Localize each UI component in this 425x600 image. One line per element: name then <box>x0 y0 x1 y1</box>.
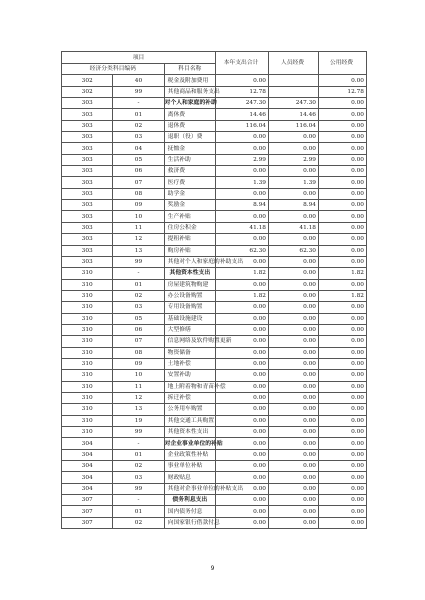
cell-item-name: 事业单位补贴 <box>164 461 215 472</box>
cell-category-code: 303 <box>62 222 113 233</box>
cell-public: 0.00 <box>319 438 367 449</box>
cell-item-name: 购房补贴 <box>164 245 215 256</box>
cell-public: 0.00 <box>319 154 367 165</box>
table-row <box>62 324 367 335</box>
cell-item-code: 03 <box>113 302 164 313</box>
cell-total: 0.00 <box>216 381 269 392</box>
table-row <box>62 472 367 483</box>
header-total: 本年支出合计 <box>216 52 269 75</box>
cell-item-name: 房屋建筑物购建 <box>164 279 215 290</box>
cell-total: 62.30 <box>216 245 269 256</box>
table-row <box>62 98 367 109</box>
cell-item-name: 其他交通工具购置 <box>164 415 215 426</box>
cell-public: 0.00 <box>319 461 367 472</box>
cell-total: 0.00 <box>216 472 269 483</box>
cell-item-code: 01 <box>113 449 164 460</box>
cell-personnel: 0.00 <box>269 381 319 392</box>
cell-item-name: 办公设备购置 <box>164 290 215 301</box>
cell-personnel: 0.00 <box>269 438 319 449</box>
cell-item-name: 生产补贴 <box>164 211 215 222</box>
header-public: 公用经费 <box>319 52 367 75</box>
table-row <box>62 517 367 528</box>
table-row <box>62 154 367 165</box>
cell-total: 1.82 <box>216 290 269 301</box>
cell-personnel: 0.00 <box>269 415 319 426</box>
cell-total: 247.30 <box>216 98 269 109</box>
cell-personnel: 116.04 <box>269 120 319 131</box>
cell-public: 0.00 <box>319 98 367 109</box>
cell-item-name: 国内债务付息 <box>164 506 215 517</box>
header-code: 经济分类科目编码 <box>62 64 165 75</box>
table-row <box>62 313 367 324</box>
cell-personnel: 2.99 <box>269 154 319 165</box>
page-number: 9 <box>210 565 215 572</box>
cell-total: 0.00 <box>216 313 269 324</box>
cell-category-code: 303 <box>62 256 113 267</box>
cell-category-code: 303 <box>62 245 113 256</box>
table-row <box>62 177 367 188</box>
table-row <box>62 166 367 177</box>
cell-category-code: 302 <box>62 86 113 97</box>
cell-item-code: 05 <box>113 154 164 165</box>
cell-personnel: 41.18 <box>269 222 319 233</box>
cell-public: 0.00 <box>319 188 367 199</box>
cell-category-code: 310 <box>62 392 113 403</box>
cell-category-code: 303 <box>62 234 113 245</box>
header-group-label: 项目 <box>62 52 216 64</box>
cell-item-code: 03 <box>113 472 164 483</box>
cell-item-code: 01 <box>113 506 164 517</box>
table-row <box>62 245 367 256</box>
table-row <box>62 86 367 97</box>
cell-personnel: 247.30 <box>269 98 319 109</box>
cell-item-code: 99 <box>113 427 164 438</box>
cell-public: 0.00 <box>319 472 367 483</box>
table-row <box>62 336 367 347</box>
cell-total: 0.00 <box>216 75 269 86</box>
cell-item-name: 助学金 <box>164 188 215 199</box>
cell-total: 116.04 <box>216 120 269 131</box>
cell-personnel: 0.00 <box>269 336 319 347</box>
cell-category-code: 310 <box>62 302 113 313</box>
cell-item-name: 离休费 <box>164 109 215 120</box>
cell-total: 12.78 <box>216 86 269 97</box>
cell-item-code: 07 <box>113 336 164 347</box>
cell-public: 0.00 <box>319 256 367 267</box>
cell-category-code: 303 <box>62 177 113 188</box>
table-row <box>62 461 367 472</box>
table-row <box>62 290 367 301</box>
cell-personnel <box>269 86 319 97</box>
cell-total: 0.00 <box>216 256 269 267</box>
cell-item-code: 09 <box>113 200 164 211</box>
cell-public: 1.82 <box>319 268 367 279</box>
cell-public: 0.00 <box>319 200 367 211</box>
cell-total: 0.00 <box>216 358 269 369</box>
cell-item-code: 06 <box>113 324 164 335</box>
cell-public: 0.00 <box>319 517 367 528</box>
cell-category-code: 310 <box>62 427 113 438</box>
expenditure-table <box>61 51 367 529</box>
cell-item-name: 大型修缮 <box>164 324 215 335</box>
cell-total: 0.00 <box>216 506 269 517</box>
cell-total: 0.00 <box>216 517 269 528</box>
cell-public: 1.82 <box>319 290 367 301</box>
cell-category-code: 303 <box>62 211 113 222</box>
cell-personnel: 0.00 <box>269 392 319 403</box>
cell-personnel: 0.00 <box>269 211 319 222</box>
table-body <box>62 75 367 529</box>
cell-category-code: 303 <box>62 98 113 109</box>
cell-item-code: 04 <box>113 143 164 154</box>
cell-item-code: 12 <box>113 392 164 403</box>
cell-personnel: 0.00 <box>269 404 319 415</box>
cell-item-code: 11 <box>113 222 164 233</box>
cell-item-name: 其他资本性支出 <box>164 268 215 279</box>
cell-public: 0.00 <box>319 177 367 188</box>
cell-item-name: 基础设施建设 <box>164 313 215 324</box>
cell-item-code: 13 <box>113 404 164 415</box>
table-row <box>62 256 367 267</box>
table-row <box>62 506 367 517</box>
cell-item-name: 债务利息支出 <box>164 495 215 506</box>
cell-item-name: 拆迁补偿 <box>164 392 215 403</box>
cell-public: 0.00 <box>319 381 367 392</box>
cell-personnel: 0.00 <box>269 347 319 358</box>
cell-item-name: 税金及附加费用 <box>164 75 215 86</box>
cell-personnel: 0.00 <box>269 143 319 154</box>
cell-personnel: 0.00 <box>269 517 319 528</box>
cell-category-code: 304 <box>62 483 113 494</box>
cell-item-code: 19 <box>113 415 164 426</box>
cell-total: 0.00 <box>216 392 269 403</box>
cell-total: 0.00 <box>216 302 269 313</box>
cell-item-code: 02 <box>113 517 164 528</box>
cell-public: 0.00 <box>319 211 367 222</box>
cell-category-code: 310 <box>62 415 113 426</box>
cell-item-code: 10 <box>113 370 164 381</box>
cell-item-name: 对企业事业单位的补贴 <box>164 438 215 449</box>
cell-personnel: 0.00 <box>269 268 319 279</box>
cell-public: 0.00 <box>319 313 367 324</box>
cell-item-name: 安置补助 <box>164 370 215 381</box>
table-row <box>62 132 367 143</box>
cell-personnel: 0.00 <box>269 370 319 381</box>
cell-category-code: 310 <box>62 279 113 290</box>
cell-public: 0.00 <box>319 143 367 154</box>
cell-item-name: 其他对个人和家庭的补助支出 <box>164 256 215 267</box>
cell-public: 0.00 <box>319 495 367 506</box>
cell-public: 0.00 <box>319 75 367 86</box>
cell-item-code: 07 <box>113 177 164 188</box>
table-row <box>62 222 367 233</box>
cell-item-name: 物资储备 <box>164 347 215 358</box>
cell-personnel: 0.00 <box>269 449 319 460</box>
cell-public: 0.00 <box>319 245 367 256</box>
cell-public: 0.00 <box>319 358 367 369</box>
cell-personnel: 0.00 <box>269 279 319 290</box>
cell-public: 0.00 <box>319 392 367 403</box>
cell-personnel: 0.00 <box>269 495 319 506</box>
cell-total: 0.00 <box>216 461 269 472</box>
cell-personnel: 0.00 <box>269 483 319 494</box>
cell-item-name: 公务用车购置 <box>164 404 215 415</box>
cell-item-name: 抚恤金 <box>164 143 215 154</box>
cell-item-name: 财政贴息 <box>164 472 215 483</box>
cell-public: 12.78 <box>319 86 367 97</box>
cell-public: 0.00 <box>319 109 367 120</box>
cell-item-name: 其他商品和服务支出 <box>164 86 215 97</box>
table-row <box>62 415 367 426</box>
table-row <box>62 200 367 211</box>
cell-total: 0.00 <box>216 143 269 154</box>
cell-category-code: 310 <box>62 370 113 381</box>
cell-item-code: 40 <box>113 75 164 86</box>
cell-total: 0.00 <box>216 336 269 347</box>
cell-total: 0.00 <box>216 324 269 335</box>
cell-personnel: 0.00 <box>269 324 319 335</box>
cell-item-name: 专用设备购置 <box>164 302 215 313</box>
table-row <box>62 404 367 415</box>
cell-item-name: 提租补贴 <box>164 234 215 245</box>
table-row <box>62 449 367 460</box>
cell-category-code: 302 <box>62 75 113 86</box>
cell-personnel: 1.39 <box>269 177 319 188</box>
cell-personnel: 0.00 <box>269 256 319 267</box>
cell-item-name: 奖励金 <box>164 200 215 211</box>
cell-category-code: 303 <box>62 200 113 211</box>
table-row <box>62 75 367 86</box>
table-row <box>62 495 367 506</box>
cell-item-code: 02 <box>113 120 164 131</box>
cell-category-code: 307 <box>62 495 113 506</box>
cell-category-code: 304 <box>62 472 113 483</box>
cell-category-code: 303 <box>62 188 113 199</box>
cell-public: 0.00 <box>319 302 367 313</box>
cell-public: 0.00 <box>319 336 367 347</box>
cell-item-code: 01 <box>113 109 164 120</box>
cell-category-code: 303 <box>62 109 113 120</box>
cell-item-code: 02 <box>113 461 164 472</box>
cell-category-code: 303 <box>62 166 113 177</box>
cell-personnel: 0.00 <box>269 461 319 472</box>
cell-category-code: 310 <box>62 358 113 369</box>
cell-total: 0.00 <box>216 404 269 415</box>
cell-public: 0.00 <box>319 506 367 517</box>
cell-total: 0.00 <box>216 483 269 494</box>
cell-category-code: 310 <box>62 347 113 358</box>
cell-personnel: 0.00 <box>269 302 319 313</box>
cell-category-code: 307 <box>62 506 113 517</box>
cell-item-name: 土地补偿 <box>164 358 215 369</box>
cell-total: 0.00 <box>216 166 269 177</box>
cell-total: 0.00 <box>216 188 269 199</box>
cell-total: 1.39 <box>216 177 269 188</box>
cell-public: 0.00 <box>319 222 367 233</box>
cell-category-code: 310 <box>62 268 113 279</box>
cell-item-code: 99 <box>113 483 164 494</box>
cell-public: 0.00 <box>319 132 367 143</box>
cell-item-code: 12 <box>113 234 164 245</box>
cell-public: 0.00 <box>319 347 367 358</box>
cell-item-code: 10 <box>113 211 164 222</box>
cell-item-name: 医疗费 <box>164 177 215 188</box>
table-row <box>62 234 367 245</box>
table-row <box>62 427 367 438</box>
cell-item-code: 06 <box>113 166 164 177</box>
cell-category-code: 303 <box>62 132 113 143</box>
cell-item-code: - <box>113 98 164 109</box>
cell-item-code: 05 <box>113 313 164 324</box>
cell-personnel: 0.00 <box>269 166 319 177</box>
cell-item-code: 03 <box>113 132 164 143</box>
cell-personnel: 0.00 <box>269 234 319 245</box>
table-row <box>62 188 367 199</box>
cell-total: 14.46 <box>216 109 269 120</box>
cell-item-name: 信息网络及软件购置更新 <box>164 336 215 347</box>
cell-public: 0.00 <box>319 324 367 335</box>
cell-personnel: 0.00 <box>269 358 319 369</box>
cell-total: 41.18 <box>216 222 269 233</box>
cell-item-code: 13 <box>113 245 164 256</box>
cell-item-code: 08 <box>113 347 164 358</box>
cell-category-code: 304 <box>62 449 113 460</box>
table-row <box>62 268 367 279</box>
cell-total: 0.00 <box>216 495 269 506</box>
table-row <box>62 143 367 154</box>
cell-public: 0.00 <box>319 415 367 426</box>
table-row <box>62 302 367 313</box>
cell-category-code: 303 <box>62 120 113 131</box>
cell-item-code: 02 <box>113 290 164 301</box>
cell-item-name: 救济费 <box>164 166 215 177</box>
cell-total: 0.00 <box>216 211 269 222</box>
table-row <box>62 211 367 222</box>
cell-total: 0.00 <box>216 132 269 143</box>
table-row <box>62 109 367 120</box>
cell-personnel: 0.00 <box>269 132 319 143</box>
cell-total: 0.00 <box>216 347 269 358</box>
table-row <box>62 483 367 494</box>
cell-category-code: 310 <box>62 336 113 347</box>
cell-personnel: 62.30 <box>269 245 319 256</box>
cell-item-code: 99 <box>113 86 164 97</box>
cell-personnel: 14.46 <box>269 109 319 120</box>
header-row-group <box>62 52 367 64</box>
cell-item-code: 11 <box>113 381 164 392</box>
cell-total: 2.99 <box>216 154 269 165</box>
cell-item-code: 08 <box>113 188 164 199</box>
table-row <box>62 358 367 369</box>
cell-public: 0.00 <box>319 483 367 494</box>
cell-item-code: - <box>113 495 164 506</box>
cell-item-name: 其他对企事业单位的补贴支出 <box>164 483 215 494</box>
cell-category-code: 304 <box>62 461 113 472</box>
cell-category-code: 310 <box>62 381 113 392</box>
cell-item-name: 退休费 <box>164 120 215 131</box>
cell-personnel: 0.00 <box>269 427 319 438</box>
cell-category-code: 307 <box>62 517 113 528</box>
cell-item-code: - <box>113 268 164 279</box>
cell-personnel: 8.94 <box>269 200 319 211</box>
cell-category-code: 304 <box>62 438 113 449</box>
expenditure-table-container <box>61 51 367 529</box>
cell-total: 1.82 <box>216 268 269 279</box>
cell-category-code: 303 <box>62 143 113 154</box>
table-row <box>62 347 367 358</box>
cell-total: 0.00 <box>216 449 269 460</box>
cell-item-name: 生活补助 <box>164 154 215 165</box>
cell-personnel: 0.00 <box>269 472 319 483</box>
cell-total: 0.00 <box>216 438 269 449</box>
cell-category-code: 310 <box>62 324 113 335</box>
cell-personnel <box>269 75 319 86</box>
cell-item-name: 企业政策性补贴 <box>164 449 215 460</box>
cell-item-name: 住房公积金 <box>164 222 215 233</box>
cell-total: 8.94 <box>216 200 269 211</box>
cell-category-code: 310 <box>62 404 113 415</box>
header-name: 科目名称 <box>164 64 215 75</box>
cell-personnel: 0.00 <box>269 290 319 301</box>
cell-public: 0.00 <box>319 449 367 460</box>
table-row <box>62 120 367 131</box>
table-row <box>62 381 367 392</box>
cell-public: 0.00 <box>319 370 367 381</box>
cell-public: 0.00 <box>319 404 367 415</box>
cell-total: 0.00 <box>216 370 269 381</box>
cell-public: 0.00 <box>319 279 367 290</box>
cell-total: 0.00 <box>216 234 269 245</box>
cell-category-code: 303 <box>62 154 113 165</box>
cell-personnel: 0.00 <box>269 313 319 324</box>
cell-item-code: - <box>113 438 164 449</box>
cell-total: 0.00 <box>216 427 269 438</box>
cell-category-code: 310 <box>62 290 113 301</box>
header-personnel: 人员经费 <box>269 52 319 75</box>
cell-item-code: 09 <box>113 358 164 369</box>
cell-total: 0.00 <box>216 415 269 426</box>
cell-item-name: 向国家银行借款付息 <box>164 517 215 528</box>
cell-personnel: 0.00 <box>269 506 319 517</box>
table-row <box>62 279 367 290</box>
cell-item-name: 对个人和家庭的补助 <box>164 98 215 109</box>
cell-category-code: 310 <box>62 313 113 324</box>
cell-item-code: 01 <box>113 279 164 290</box>
cell-item-name: 地上附着物和青苗补偿 <box>164 381 215 392</box>
table-row <box>62 438 367 449</box>
table-row <box>62 392 367 403</box>
cell-personnel: 0.00 <box>269 188 319 199</box>
cell-item-code: 99 <box>113 256 164 267</box>
cell-public: 0.00 <box>319 120 367 131</box>
cell-public: 0.00 <box>319 427 367 438</box>
cell-public: 0.00 <box>319 166 367 177</box>
table-row <box>62 370 367 381</box>
cell-item-name: 退职（役）费 <box>164 132 215 143</box>
cell-item-name: 其他资本性支出 <box>164 427 215 438</box>
cell-public: 0.00 <box>319 234 367 245</box>
cell-total: 0.00 <box>216 279 269 290</box>
